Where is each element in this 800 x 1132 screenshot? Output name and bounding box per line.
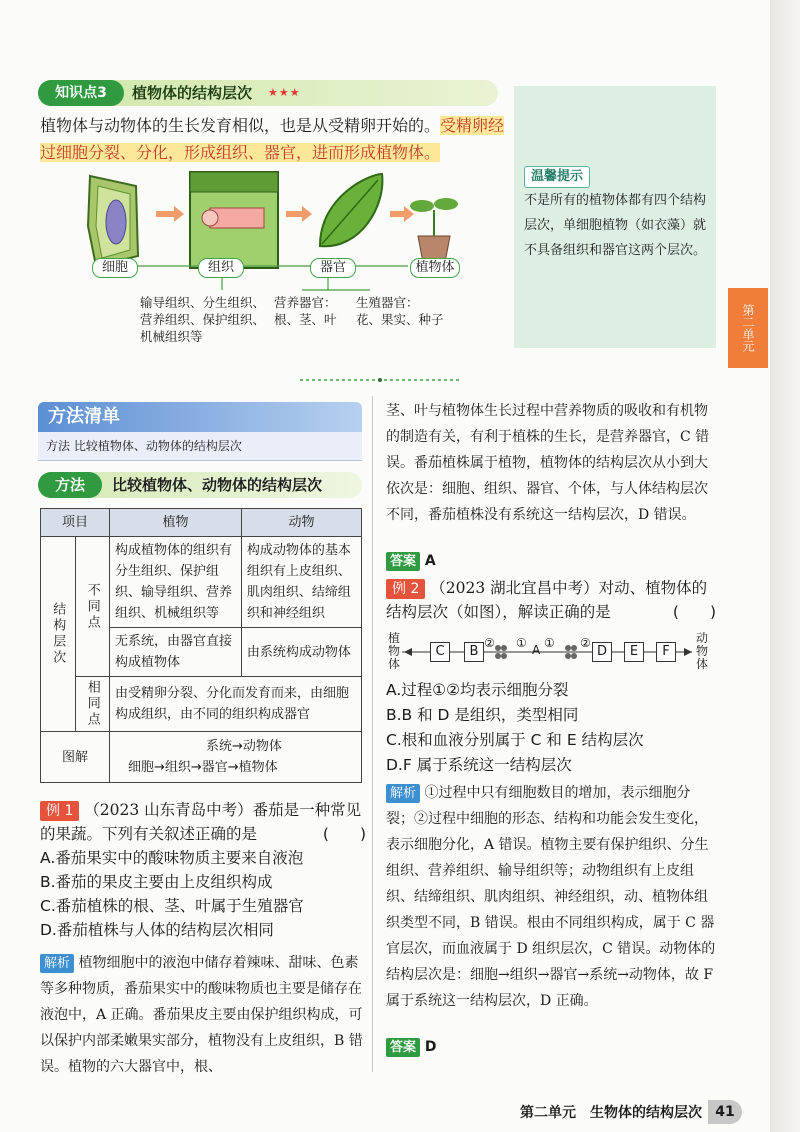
organ-note-line: 营养器官：	[274, 295, 337, 310]
method-title: 比较植物体、动物体的结构层次	[112, 476, 323, 494]
label-organ: 器官	[310, 258, 356, 278]
tissue-note-line: 营养组织、保护组织、	[140, 312, 266, 327]
diagram-bottom-line: 细胞→组织→器官→植物体	[128, 760, 278, 775]
tissue-illustration	[190, 172, 278, 268]
intro-plain: 植物体与动物体的生长发育相似，也是从受精卵开始的。	[40, 116, 441, 135]
example2-option: B.B 和 D 是组织，类型相同	[386, 706, 579, 724]
example1-analysis-continued: 茎、叶与植物体生长过程中营养物质的吸收和有机物的制造有关，有利于植株的生长，是营养器官，C 错误。番茄植株属于植物，植物体的结构层次从小到大依次是：细胞、组织、器官、个体，与人体结构层次不同，番茄植株没有系统这一结构层次，D 错误。	[386, 403, 710, 523]
diagram-label: 图解	[41, 732, 110, 783]
example2-answer-tag: 答案	[386, 1038, 420, 1057]
footer-unit-title: 第二单元 生物体的结构层次	[520, 1105, 702, 1121]
example2-chain-diagram	[388, 632, 718, 672]
example1-stem: （2023 山东青岛中考）番茄是一种常见的果蔬。下列有关叙述正确的是	[40, 801, 362, 843]
diff2-plant-cell: 无系统，由器官直接构成植物体	[110, 628, 242, 677]
example2-answer-value: D	[424, 1039, 437, 1055]
label-plant-body: 植物体	[410, 258, 460, 278]
table-header-item: 项目	[41, 509, 110, 537]
example1-tag: 例 1	[40, 801, 79, 821]
comparison-table	[40, 508, 362, 783]
section-separator	[300, 378, 460, 382]
tissue-note-line: 输导组织、分生组织、	[140, 295, 266, 310]
chain-mark: ①	[516, 636, 527, 650]
label-tissue: 组织	[198, 258, 244, 278]
example2-option: D.F 属于系统这一结构层次	[386, 756, 572, 774]
organ-note-line: 根、茎、叶	[274, 312, 337, 327]
chain-node: E	[624, 642, 644, 662]
example2-analysis-text: ①过程中只有细胞数目的增加，表示细胞分裂；②过程中细胞的形态、结构和功能会发生变化，表示细胞分化，A 错误。植物主要有保护组织、分生组织、营养组织、输导组织等；动物组织有上皮组织、结缔组织、肌肉组织、神经组织，动、植物体组织类型不同，B 错误。根由不同组织构成，属于 C 器官层次，而血液属于 D 组织层次，C 错误。动物体的结构层次是：细胞→组织→器官→系统→动物体，故 F 属于系统这一结构层次，D 正确。	[386, 785, 716, 1009]
column-divider	[372, 396, 373, 1072]
method-tag: 方法	[38, 472, 102, 498]
chain-mark: ①	[544, 636, 555, 650]
reproductive-organ-note	[356, 294, 444, 328]
example1-block	[40, 798, 366, 942]
example1-option: B.番茄的果皮主要由上皮组织构成	[40, 873, 273, 891]
chain-node: F	[656, 642, 676, 662]
example2-tag: 例 2	[386, 579, 425, 599]
table-header-animal: 动物	[241, 509, 361, 537]
knowledge-point-title: 植物体的结构层次	[132, 84, 253, 102]
difficulty-stars: ★★★	[268, 86, 301, 99]
method-list-title: 方法清单	[48, 406, 120, 427]
example1-analysis-text: 植物细胞中的液泡中储存着辣味、甜味、色素等多种物质，番茄果实中的酸味物质也主要是储存在液泡中，A 正确。番茄果皮主要由保护组织构成，可以保护内部柔嫩果实部分，植物没有上皮组织，B 错误。植物的六大器官中，根、	[40, 955, 363, 1075]
tissue-types-note	[140, 294, 265, 345]
example1-paren: ( )	[322, 825, 366, 843]
example1-analysis	[40, 950, 366, 1080]
diff1-animal-cell: 构成动物体的基本组织有上皮组织、肌肉组织、结缔组织和神经组织	[241, 537, 361, 628]
example1-answer-tag: 答案	[386, 552, 420, 571]
diagram-cell	[110, 732, 362, 783]
same-cell: 由受精卵分裂、分化而发育而来，由细胞构成组织，由不同的组织构成器官	[110, 677, 362, 732]
same-label: 相同点	[75, 677, 110, 732]
chain-node: A	[532, 643, 541, 657]
chain-node: C	[430, 642, 450, 662]
table-row	[41, 537, 362, 628]
example2-paren: ( )	[672, 603, 716, 621]
chain-node: B	[464, 642, 484, 662]
tip-badge: 温馨提示	[524, 166, 590, 188]
diagram-top-line: 系统→动物体	[206, 739, 282, 754]
table-header-row	[41, 509, 362, 537]
example2-answer	[386, 1038, 437, 1057]
unit-side-tab: 第二单元	[728, 288, 768, 368]
row-group-label: 结构层次	[41, 537, 76, 732]
knowledge-point-tag: 知识点3	[38, 80, 124, 106]
chain-right-label: 动物体	[696, 631, 709, 671]
intro-highlight: 受精卵经过细胞分裂、分化，形成组织、器官，进而形成植物体。	[40, 116, 505, 162]
label-cell: 细胞	[92, 258, 138, 278]
example2-analysis-tag: 解析	[386, 784, 420, 803]
example1-answer-value: A	[424, 553, 436, 569]
tissue-note-line: 机械组织等	[140, 329, 203, 344]
organ-note-line: 生殖器官：	[356, 295, 419, 310]
diff1-plant-cell: 构成植物体的组织有分生组织、保护组织、输导组织、营养组织、机械组织等	[110, 537, 242, 628]
chain-mark: ②	[580, 636, 591, 650]
example1-analysis-tag: 解析	[40, 954, 74, 973]
table-row	[41, 677, 362, 732]
example1-option: D.番茄植株与人体的结构层次相同	[40, 921, 274, 939]
table-header-plant: 植物	[110, 509, 242, 537]
page-edge	[770, 0, 800, 1132]
leaf-illustration	[320, 174, 382, 246]
example2-block	[386, 576, 716, 624]
example1-option: A.番茄果实中的酸味物质主要来自液泡	[40, 849, 304, 867]
example2-option: C.根和血液分别属于 C 和 E 结构层次	[386, 731, 644, 749]
organ-note-line: 花、果实、种子	[356, 312, 444, 327]
chain-left-label: 植物体	[388, 631, 401, 671]
example2-option: A.过程①②均表示细胞分裂	[386, 681, 569, 699]
tip-text: 不是所有的植物体都有四个结构层次，单细胞植物（如衣藻）就不具备组织和器官这两个层次。	[524, 193, 707, 258]
diff2-animal-cell: 由系统构成动物体	[241, 628, 361, 677]
intro-paragraph	[40, 112, 510, 166]
diff-label: 不同点	[75, 537, 110, 677]
page-number: 41	[708, 1100, 742, 1124]
example2-options	[386, 678, 716, 778]
chain-mark: ②	[484, 636, 495, 650]
table-row	[41, 732, 362, 783]
example2-analysis	[386, 780, 716, 1014]
chain-node: D	[592, 642, 612, 662]
example1-option: C.番茄植株的根、茎、叶属于生殖器官	[40, 897, 304, 915]
example2-stem: （2023 湖北宜昌中考）对动、植物体的结构层次（如图），解读正确的是	[386, 579, 708, 621]
cell-illustration	[88, 176, 138, 266]
example1-answer	[386, 552, 436, 571]
vegetative-organ-note	[274, 294, 337, 328]
method-list-subtitle: 方法 比较植物体、动物体的结构层次	[46, 439, 242, 453]
